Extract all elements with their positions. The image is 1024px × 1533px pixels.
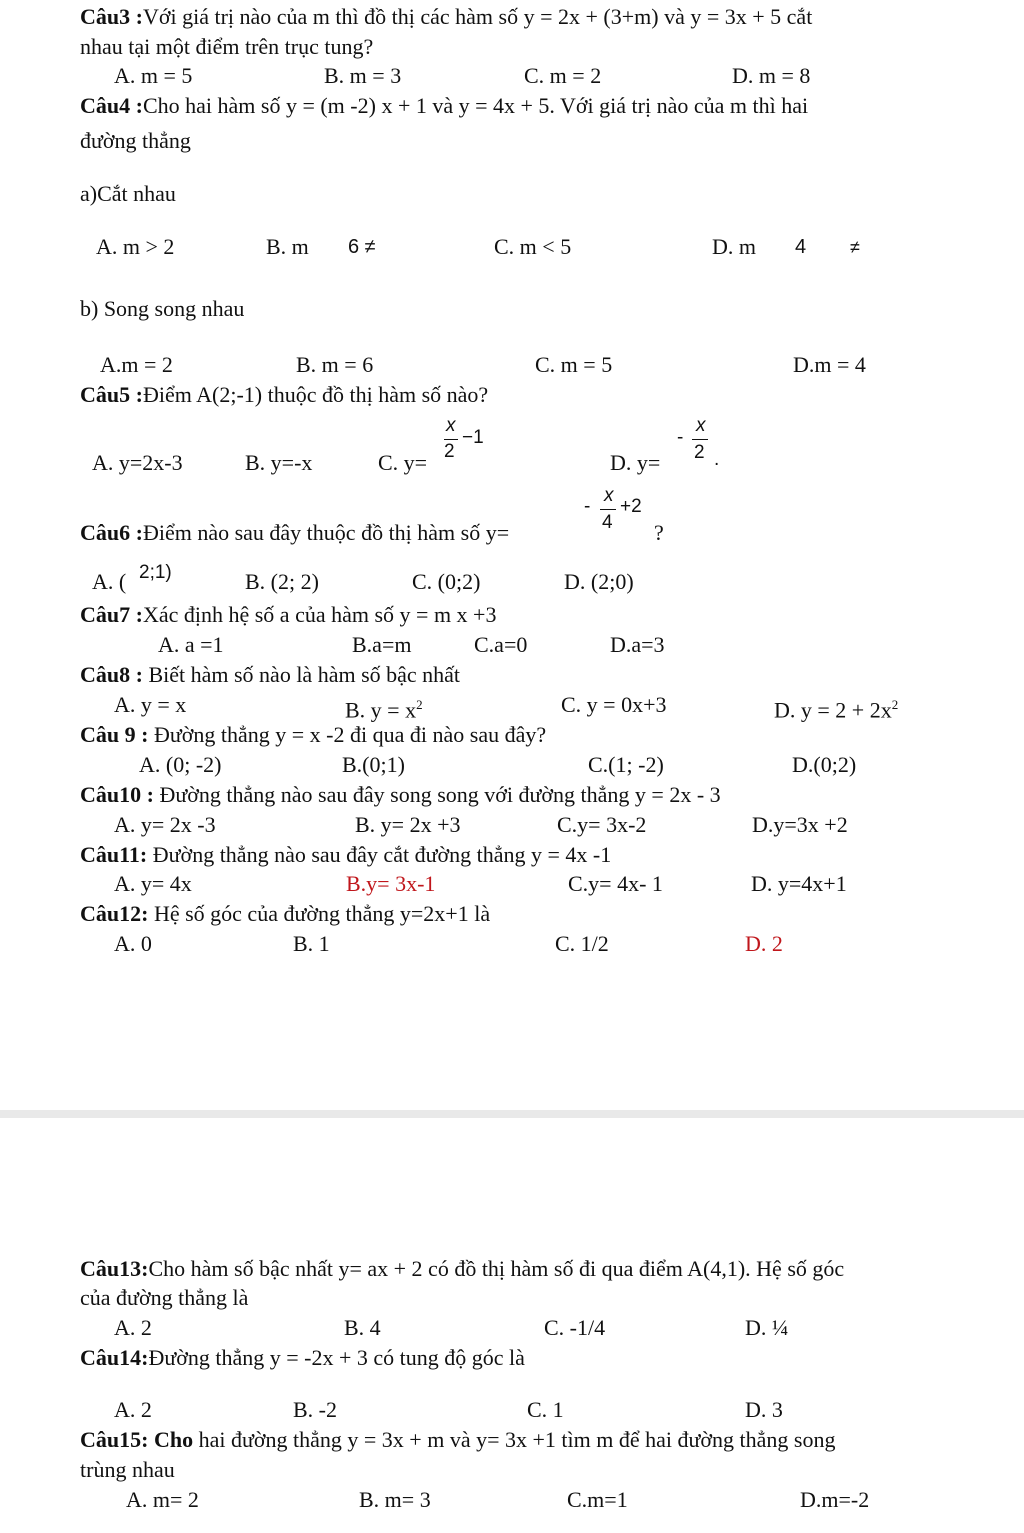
question-3 bbox=[80, 4, 812, 30]
q6-fraction-bar bbox=[600, 509, 616, 510]
q5-option-a: A. y=2x-3 bbox=[92, 450, 183, 475]
q15-option-b: B. m= 3 bbox=[359, 1487, 431, 1512]
q6-option-c: C. (0;2) bbox=[412, 569, 481, 594]
q3-option-d: D. m = 8 bbox=[732, 63, 811, 88]
q5c-fraction-numerator: x bbox=[446, 415, 456, 436]
question-text: Đường thẳng nào sau đây song song với đường thẳng y = 2x - 3 bbox=[153, 782, 721, 807]
page-2 bbox=[0, 1118, 1024, 1533]
q4-part-b-label: b) Song song nhau bbox=[80, 296, 245, 321]
q4a-option-b-value: 6 ≠ bbox=[348, 236, 376, 258]
question-4-text-cont: đường thẳng bbox=[80, 128, 191, 153]
q5d-fraction-bar bbox=[692, 439, 708, 440]
q5-option-c: C. y= bbox=[378, 450, 428, 475]
q10-option-d: D.y=3x +2 bbox=[752, 812, 848, 837]
q11-option-a: A. y= 4x bbox=[114, 871, 192, 896]
question-3-text-cont: nhau tại một điểm trên trục tung? bbox=[80, 34, 374, 59]
q3-option-b: B. m = 3 bbox=[324, 63, 402, 88]
q7-option-b: B.a=m bbox=[352, 632, 412, 657]
q6-fraction-tail: +2 bbox=[620, 496, 642, 517]
q4-part-a-label: a)Cắt nhau bbox=[80, 181, 176, 206]
question-text: hai đường thẳng y = 3x + m và y= 3x +1 tìm m để hai đường thẳng song bbox=[193, 1427, 836, 1452]
q6-option-d: D. (2;0) bbox=[564, 569, 634, 594]
question-7 bbox=[80, 602, 496, 628]
q15-option-c: C.m=1 bbox=[567, 1487, 628, 1512]
q4b-option-d: D.m = 4 bbox=[793, 352, 866, 377]
q4b-option-a: A.m = 2 bbox=[100, 352, 173, 377]
q8-option-d-text: D. y = 2 + 2x bbox=[774, 697, 892, 723]
q6-fraction-numerator: x bbox=[604, 485, 614, 506]
question-4 bbox=[80, 93, 808, 119]
question-text: Hệ số góc của đường thẳng y=2x+1 là bbox=[148, 901, 491, 926]
question-8 bbox=[80, 662, 460, 688]
q13-option-b: B. 4 bbox=[344, 1315, 381, 1340]
q7-option-a: A. a =1 bbox=[158, 632, 224, 657]
q13-option-d: D. ¼ bbox=[745, 1315, 789, 1340]
q5c-fraction-bar bbox=[444, 439, 458, 440]
question-label: Câu14: bbox=[80, 1345, 149, 1370]
q15-option-d: D.m=-2 bbox=[800, 1487, 870, 1512]
question-label: Câu10 : bbox=[80, 782, 154, 807]
question-label: Câu 9 : bbox=[80, 722, 149, 747]
question-text: Đường thẳng y = x -2 đi qua đi nào sau đây? bbox=[148, 722, 547, 747]
q8-option-b-exponent: 2 bbox=[416, 697, 423, 712]
question-text: Xác định hệ số a của hàm số y = m x +3 bbox=[142, 602, 497, 627]
question-text: Điểm A(2;-1) thuộc đồ thị hàm số nào? bbox=[142, 382, 489, 407]
q6-minus: - bbox=[584, 496, 591, 517]
question-text: Đường thẳng y = -2x + 3 có tung độ góc là bbox=[148, 1345, 525, 1370]
question-label: Câu15: Cho bbox=[80, 1427, 194, 1452]
question-text: Đường thẳng nào sau đây cắt đường thẳng y = 4x -1 bbox=[147, 842, 612, 867]
question-9 bbox=[80, 722, 546, 748]
q7-option-c: C.a=0 bbox=[474, 632, 528, 657]
q4b-option-c: C. m = 5 bbox=[535, 352, 613, 377]
q4a-option-d-neq: ≠ bbox=[850, 237, 860, 257]
q8-option-b-text: B. y = x bbox=[345, 697, 417, 723]
question-label: Câu12: bbox=[80, 901, 149, 926]
q8-option-a: A. y = x bbox=[114, 692, 187, 717]
question-text: Với giá trị nào của m thì đồ thị các hàm số y = 2x + (3+m) và y = 3x + 5 cắt bbox=[142, 4, 813, 29]
q8-option-d bbox=[774, 692, 898, 723]
question-13-text-cont: của đường thẳng là bbox=[80, 1285, 249, 1310]
q5d-fraction-denominator: 2 bbox=[694, 442, 705, 463]
q13-option-c: C. -1/4 bbox=[544, 1315, 606, 1340]
question-label: Câu8 : bbox=[80, 662, 143, 687]
q14-option-d: D. 3 bbox=[745, 1397, 783, 1422]
q10-option-a: A. y= 2x -3 bbox=[114, 812, 216, 837]
page-separator bbox=[0, 1110, 1024, 1118]
q13-option-a: A. 2 bbox=[114, 1315, 152, 1340]
question-15-text-cont: trùng nhau bbox=[80, 1457, 175, 1482]
q14-option-c: C. 1 bbox=[527, 1397, 564, 1422]
question-text: Điểm nào sau đây thuộc đồ thị hàm số y= bbox=[142, 520, 510, 545]
question-label: Câu11: bbox=[80, 842, 148, 867]
q5-option-b: B. y=-x bbox=[245, 450, 313, 475]
q8-option-d-exponent: 2 bbox=[891, 697, 899, 712]
question-label: Câu5 : bbox=[80, 382, 143, 407]
q12-option-a: A. 0 bbox=[114, 931, 152, 956]
q4a-option-d: D. m bbox=[712, 234, 756, 259]
q3-option-a: A. m = 5 bbox=[114, 63, 193, 88]
question-5 bbox=[80, 382, 488, 408]
q11-option-d: D. y=4x+1 bbox=[751, 871, 847, 896]
question-label: Câu3 : bbox=[80, 4, 143, 29]
q10-option-c: C.y= 3x-2 bbox=[557, 812, 647, 837]
q3-option-c: C. m = 2 bbox=[524, 63, 602, 88]
q4a-option-c: C. m < 5 bbox=[494, 234, 572, 259]
q6-fraction-denominator: 4 bbox=[602, 512, 613, 533]
q6-option-a: A. ( bbox=[92, 569, 127, 594]
q10-option-b: B. y= 2x +3 bbox=[355, 812, 461, 837]
q4a-option-d-value: 4 bbox=[795, 236, 807, 258]
q5-option-d: D. y= bbox=[610, 450, 661, 475]
q5d-fraction-numerator: x bbox=[696, 415, 706, 436]
q9-option-a: A. (0; -2) bbox=[139, 752, 222, 777]
q5c-fraction-tail: −1 bbox=[462, 427, 484, 448]
question-label: Câu13: bbox=[80, 1256, 149, 1281]
q11-option-b: B.y= 3x-1 bbox=[346, 871, 436, 896]
q9-option-b: B.(0;1) bbox=[342, 752, 405, 777]
q9-option-c: C.(1; -2) bbox=[588, 752, 664, 777]
q14-option-b: B. -2 bbox=[293, 1397, 337, 1422]
question-12 bbox=[80, 901, 490, 927]
q12-option-b: B. 1 bbox=[293, 931, 330, 956]
q7-option-d: D.a=3 bbox=[610, 632, 665, 657]
q9-option-d: D.(0;2) bbox=[792, 752, 857, 777]
question-14 bbox=[80, 1345, 525, 1371]
question-text: Cho hàm số bậc nhất y= ax + 2 có đồ thị hàm số đi qua điểm A(4,1). Hệ số góc bbox=[148, 1256, 845, 1281]
question-label: Câu7 : bbox=[80, 602, 143, 627]
q5d-minus: - bbox=[677, 427, 684, 448]
q14-option-a: A. 2 bbox=[114, 1397, 152, 1422]
question-15 bbox=[80, 1427, 835, 1453]
question-text: Cho hai hàm số y = (m -2) x + 1 và y = 4x + 5. Với giá trị nào của m thì hai bbox=[142, 93, 809, 118]
question-label: Câu4 : bbox=[80, 93, 143, 118]
question-13 bbox=[80, 1256, 844, 1282]
q12-option-c: C. 1/2 bbox=[555, 931, 609, 956]
q6-option-b: B. (2; 2) bbox=[245, 569, 319, 594]
q4a-option-b: B. m bbox=[266, 234, 309, 259]
q12-option-d: D. 2 bbox=[745, 931, 783, 956]
question-10 bbox=[80, 782, 721, 808]
q6-option-a-value: 2;1) bbox=[139, 562, 172, 583]
question-6 bbox=[80, 520, 509, 546]
q6-question-mark: ? bbox=[654, 520, 664, 545]
question-text: Biết hàm số nào là hàm số bậc nhất bbox=[142, 662, 461, 687]
q11-option-c: C.y= 4x- 1 bbox=[568, 871, 663, 896]
q5c-fraction-denominator: 2 bbox=[444, 441, 455, 462]
q15-option-a: A. m= 2 bbox=[126, 1487, 199, 1512]
q4a-option-a: A. m > 2 bbox=[96, 234, 175, 259]
q4b-option-b: B. m = 6 bbox=[296, 352, 374, 377]
question-11 bbox=[80, 842, 611, 868]
q8-option-b bbox=[345, 692, 423, 723]
q8-option-c: C. y = 0x+3 bbox=[561, 692, 667, 717]
question-label: Câu6 : bbox=[80, 520, 143, 545]
q5d-tail: . bbox=[714, 449, 720, 470]
